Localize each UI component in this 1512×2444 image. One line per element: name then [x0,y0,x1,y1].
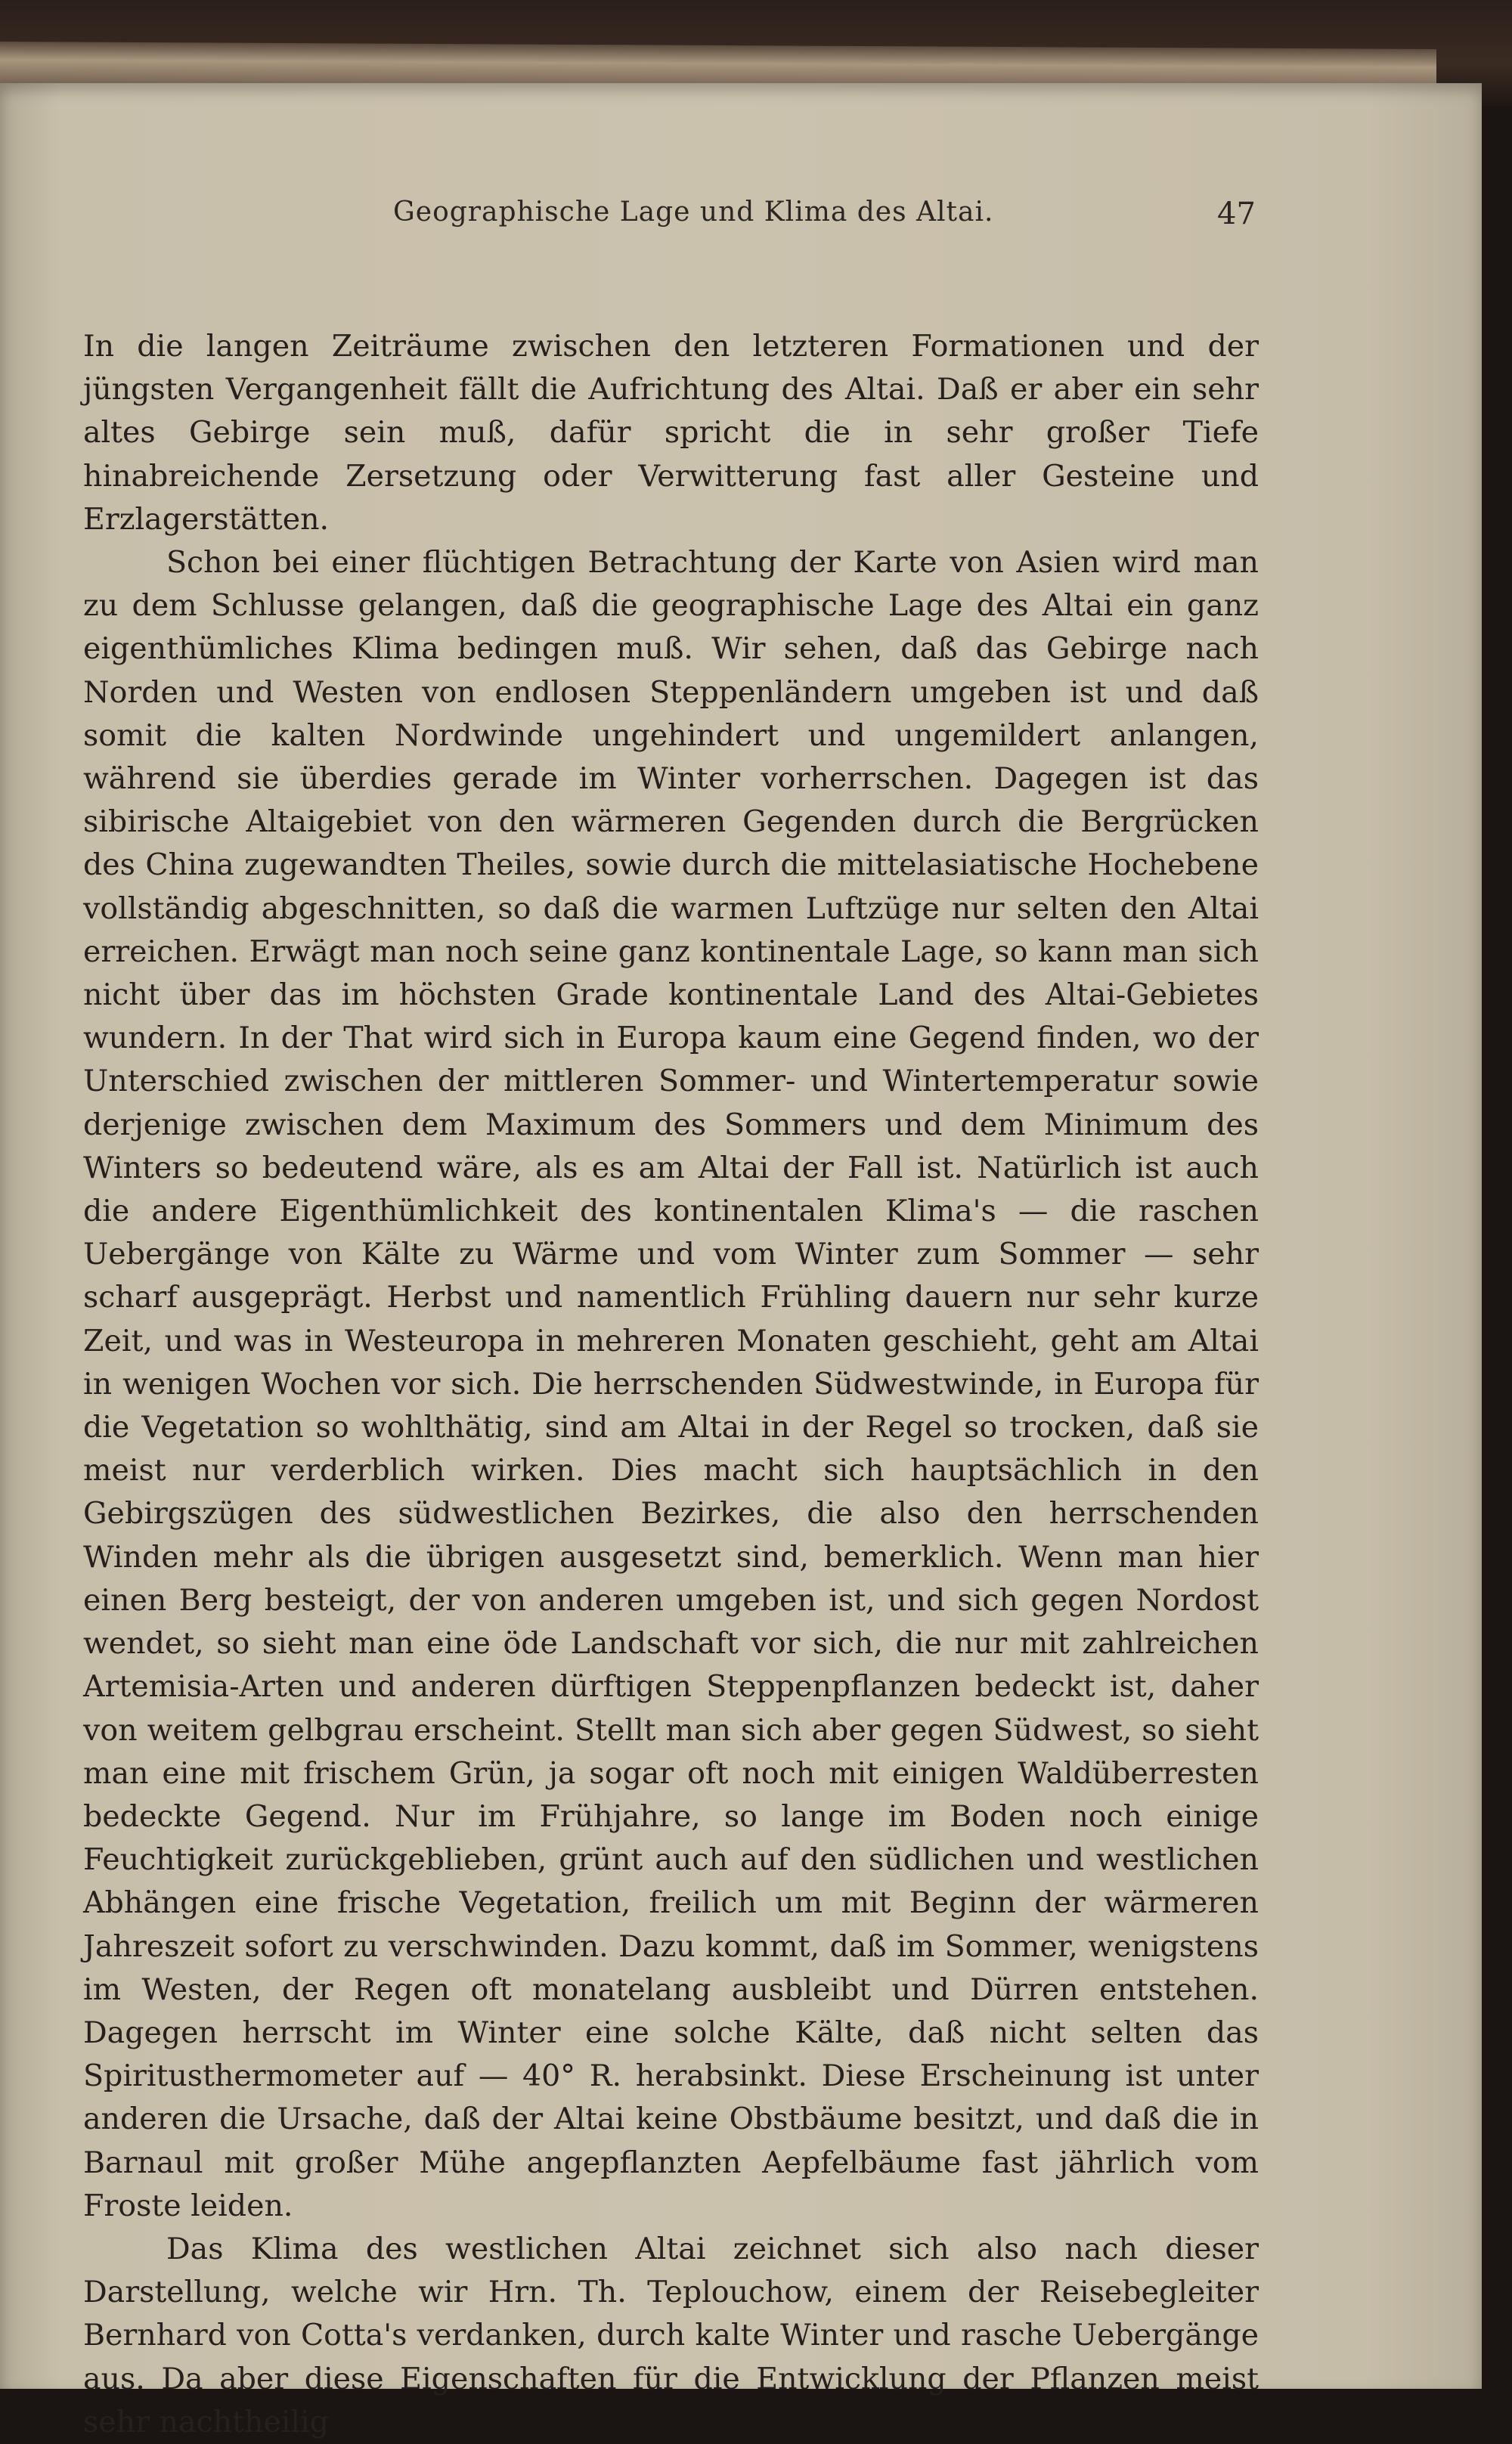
paragraph-1: In die langen Zeiträume zwischen den letzteren Formationen und der jüngsten Vergangenheit fällt die Aufrichtung des Altai. Daß er aber ein sehr altes Gebirge sein muß, dafür spricht die in sehr großer Tiefe hinabreichende Zersetzung oder Verwitterung fast aller Gesteine und Erzlagerstätten. [83,329,1259,537]
paragraph-3: Das Klima des westlichen Altai zeichnet sich also nach dieser Darstellung, welche wir Hrn. Th. Teplouchow, einem der Reisebegleiter Bernhard von Cotta's verdanken, durch kalte Winter und rasche Uebergänge aus. Da aber diese Eigenschaften für die Entwicklung der Pflanzen meist sehr nachtheilig [83,2231,1259,2439]
body-text [83,325,1259,2444]
running-title: Geographische Lage und Klima des Altai. [393,197,994,228]
book-page [0,83,1482,2439]
paragraph-2: Schon bei einer flüchtigen Betrachtung der Karte von Asien wird man zu dem Schlusse gelangen, daß die geographische Lage des Altai ein ganz eigenthümliches Klima bedingen muß. Wir sehen, daß das Gebirge nach Norden und Westen von endlosen Steppenländern umgeben ist und daß somit die kalten Nordwinde ungehindert und ungemildert anlangen, während sie überdies gerade im Winter vorherrschen. Dagegen ist das sibirische Altaigebiet von den wärmeren Gegenden durch die Bergrücken des China zugewandten Theiles, sowie durch die mittelasiatische Hochebene vollständig abgeschnitten, so daß die warmen Luftzüge nur selten den Altai erreichen. Erwägt man noch seine ganz kontinentale Lage, so kann man sich nicht über das im höchsten Grade kontinentale Land des Altai-Gebietes wundern. In der That wird sich in Europa kaum eine Gegend finden, wo der Unterschied zwischen der mittleren Sommer- und Wintertemperatur sowie derjenige zwischen dem Maximum des Sommers und dem Minimum des Winters so bedeutend wäre, als es am Altai der Fall ist. Natürlich ist auch die andere Eigenthümlichkeit des kontinentalen Klima's — die raschen Uebergänge von Kälte zu Wärme und vom Winter zum Sommer — sehr scharf ausgeprägt. Herbst und namentlich Frühling dauern nur sehr kurze Zeit, und was in Westeuropa in mehreren Monaten geschieht, geht am Altai in wenigen Wochen vor sich. Die herrschenden Südwestwinde, in Europa für die Vegetation so wohlthätig, sind am Altai in der Regel so trocken, daß sie meist nur verderblich wirken. Dies macht sich hauptsächlich in den Gebirgszügen des südwestlichen Bezirkes, die also den herrschenden Winden mehr als die übrigen ausgesetzt sind, bemerklich. Wenn man hier einen Berg besteigt, der von anderen umgeben ist, und sich gegen Nordost wendet, so sieht man eine öde Landschaft vor sich, die nur mit zahlreichen Artemisia-Arten und anderen dürftigen Steppenpflanzen bedeckt ist, daher von weitem gelbgrau erscheint. Stellt man sich aber gegen Südwest, so sieht man eine mit frischem Grün, ja sogar oft noch mit einigen Waldüberresten bedeckte Gegend. Nur im Frühjahre, so lange im Boden noch einige Feuchtigkeit zurückgeblieben, grünt auch auf den südlichen und westlichen Abhängen eine frische Vegetation, freilich um mit Beginn der wärmeren Jahreszeit sofort zu verschwinden. Dazu kommt, daß im Sommer, wenigstens im Westen, der Regen oft monatelang ausbleibt und Dürren entstehen. Dagegen herrscht im Winter eine solche Kälte, daß nicht selten das Spiritusthermometer auf — 40° R. herabsinkt. Diese Erscheinung ist unter anderen die Ursache, daß der Altai keine Obstbäume besitzt, und daß die in Barnaul mit großer Mühe angepflanzten Aepfelbäume fast jährlich vom Froste leiden. [83,545,1259,2223]
page-number: 47 [1217,197,1256,231]
page-header [0,197,1482,242]
